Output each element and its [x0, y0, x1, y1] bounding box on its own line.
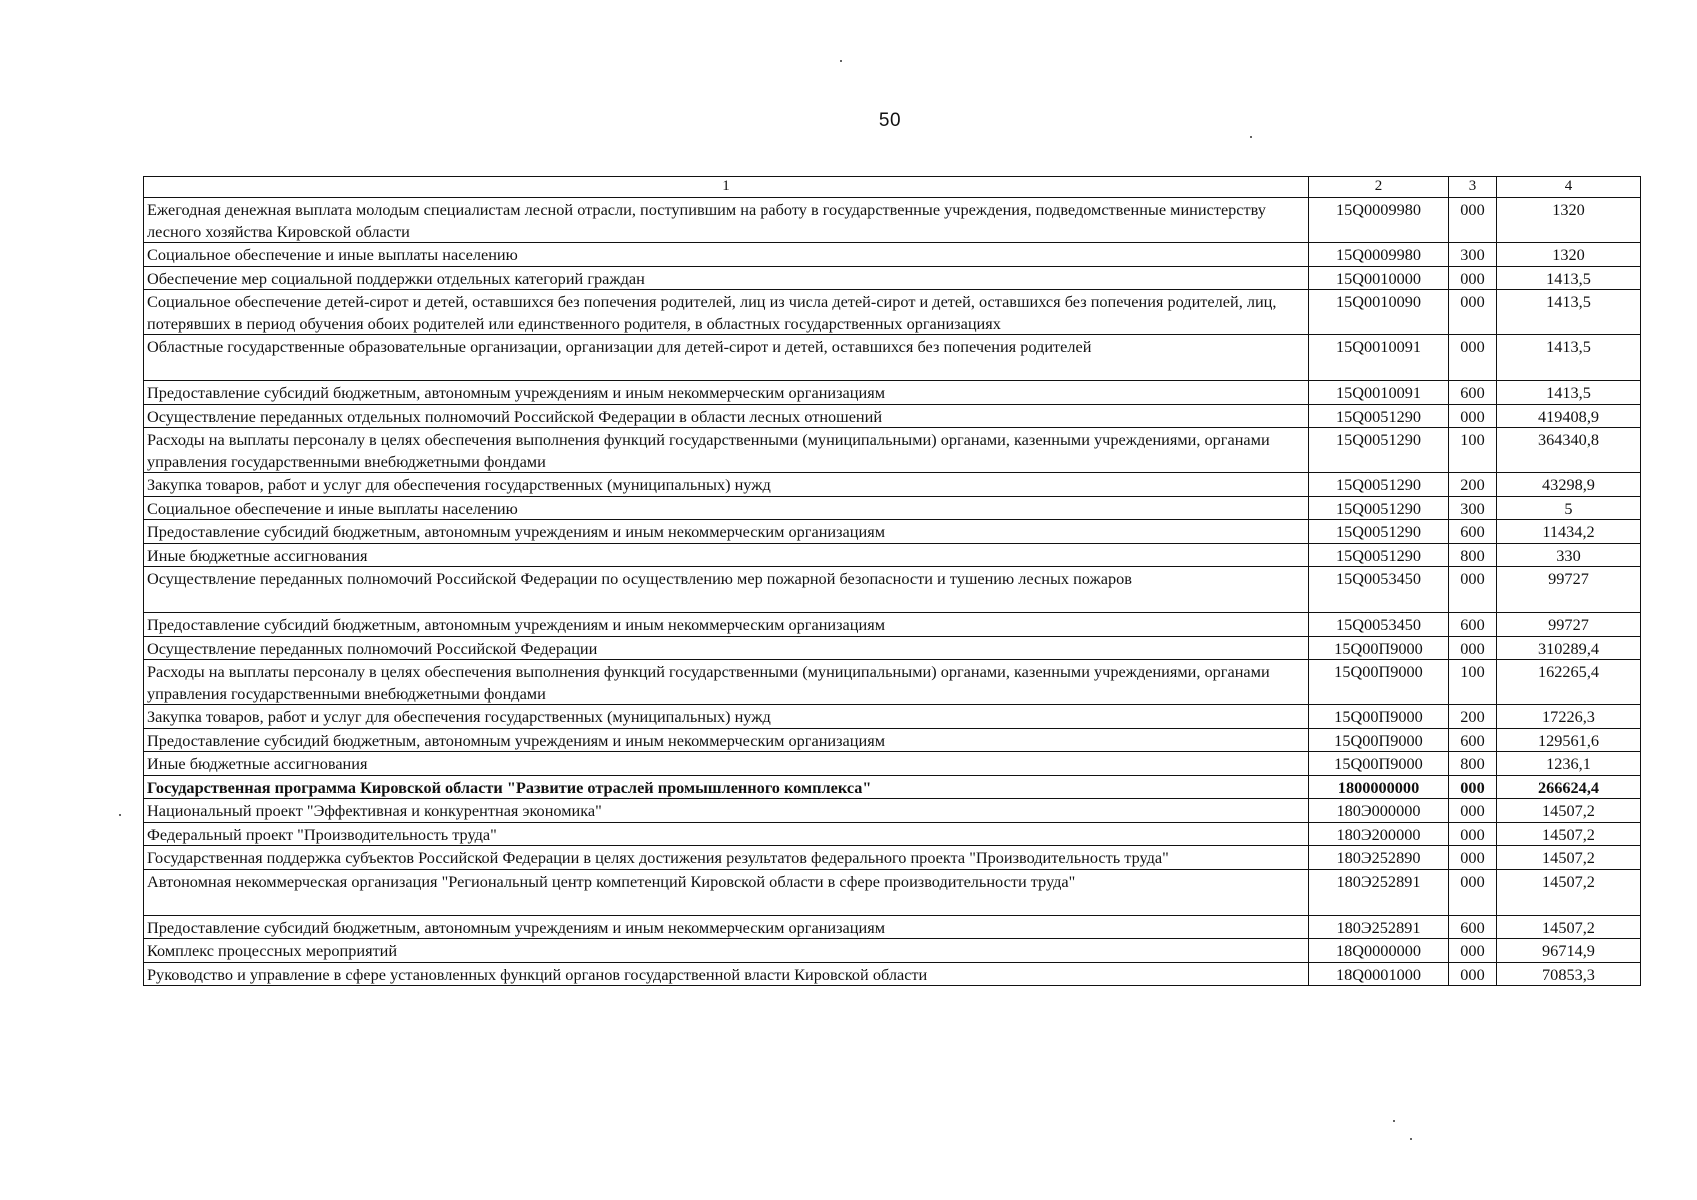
expense-type-cell: 000 [1449, 266, 1497, 290]
table-row [144, 473, 1641, 497]
item-name-cell: Национальный проект "Эффективная и конкурентная экономика" [144, 799, 1309, 823]
table-row [144, 335, 1641, 381]
item-name-cell: Автономная некоммерческая организация "Региональный центр компетенций Кировской области в сфере производительности труда" [144, 869, 1309, 915]
amount-cell: 419408,9 [1497, 404, 1641, 428]
table-row [144, 290, 1641, 335]
target-code-cell: 18Q0001000 [1309, 962, 1449, 986]
expense-type-cell: 600 [1449, 915, 1497, 939]
amount-cell: 14507,2 [1497, 846, 1641, 870]
target-code-cell: 15Q0010091 [1309, 381, 1449, 405]
expense-type-cell: 300 [1449, 496, 1497, 520]
item-name-cell: Расходы на выплаты персоналу в целях обеспечения выполнения функций государственными (муниципальными) органами, казенными учреждениями, органами управления государственными внебюджетными фондами [144, 660, 1309, 705]
expense-type-cell: 600 [1449, 381, 1497, 405]
target-code-cell: 15Q0010091 [1309, 335, 1449, 381]
scan-speck [1393, 1120, 1395, 1122]
expense-type-cell: 000 [1449, 799, 1497, 823]
target-code-cell: 15Q0009980 [1309, 198, 1449, 243]
item-name-cell: Социальное обеспечение и иные выплаты населению [144, 243, 1309, 267]
target-code-cell: 15Q00П9000 [1309, 660, 1449, 705]
table-row [144, 962, 1641, 986]
target-code-cell: 15Q00П9000 [1309, 752, 1449, 776]
table-row [144, 915, 1641, 939]
table-row [144, 404, 1641, 428]
amount-cell: 1413,5 [1497, 290, 1641, 335]
column-number-1: 1 [144, 177, 1309, 198]
budget-table-body [144, 177, 1641, 986]
amount-cell: 5 [1497, 496, 1641, 520]
expense-type-cell: 000 [1449, 198, 1497, 243]
target-code-cell: 15Q0010090 [1309, 290, 1449, 335]
expense-type-cell: 600 [1449, 613, 1497, 637]
amount-cell: 1320 [1497, 243, 1641, 267]
item-name-cell: Областные государственные образовательные организации, организации для детей-сирот и детей, оставшихся без попечения родителей [144, 335, 1309, 381]
column-number-3: 3 [1449, 177, 1497, 198]
item-name-cell: Осуществление переданных отдельных полномочий Российской Федерации в области лесных отношений [144, 404, 1309, 428]
item-name-cell: Предоставление субсидий бюджетным, автономным учреждениям и иным некоммерческим организациям [144, 728, 1309, 752]
target-code-cell: 180Э000000 [1309, 799, 1449, 823]
budget-table [143, 176, 1641, 986]
table-row [144, 266, 1641, 290]
amount-cell: 99727 [1497, 567, 1641, 613]
expense-type-cell: 000 [1449, 822, 1497, 846]
expense-type-cell: 800 [1449, 543, 1497, 567]
page-number: 50 [878, 110, 902, 131]
expense-type-cell: 600 [1449, 520, 1497, 544]
target-code-cell: 15Q0051290 [1309, 543, 1449, 567]
item-name-cell: Комплекс процессных мероприятий [144, 939, 1309, 963]
amount-cell: 43298,9 [1497, 473, 1641, 497]
expense-type-cell: 000 [1449, 869, 1497, 915]
table-row [144, 243, 1641, 267]
amount-cell: 364340,8 [1497, 428, 1641, 473]
table-row [144, 660, 1641, 705]
target-code-cell: 18Q0000000 [1309, 939, 1449, 963]
target-code-cell: 15Q0010000 [1309, 266, 1449, 290]
expense-type-cell: 000 [1449, 775, 1497, 799]
expense-type-cell: 600 [1449, 728, 1497, 752]
amount-cell: 14507,2 [1497, 822, 1641, 846]
amount-cell: 129561,6 [1497, 728, 1641, 752]
amount-cell: 1236,1 [1497, 752, 1641, 776]
table-row [144, 520, 1641, 544]
table-row [144, 543, 1641, 567]
item-name-cell: Предоставление субсидий бюджетным, автономным учреждениям и иным некоммерческим организациям [144, 915, 1309, 939]
scan-speck [1250, 136, 1252, 138]
amount-cell: 14507,2 [1497, 799, 1641, 823]
column-number-4: 4 [1497, 177, 1641, 198]
amount-cell: 266624,4 [1497, 775, 1641, 799]
table-row [144, 613, 1641, 637]
item-name-cell: Осуществление переданных полномочий Российской Федерации по осуществлению мер пожарной безопасности и тушению лесных пожаров [144, 567, 1309, 613]
item-name-cell: Государственная поддержка субъектов Российской Федерации в целях достижения результатов федерального проекта "Производительность труда" [144, 846, 1309, 870]
expense-type-cell: 000 [1449, 290, 1497, 335]
table-row [144, 752, 1641, 776]
target-code-cell: 15Q0051290 [1309, 428, 1449, 473]
table-row [144, 496, 1641, 520]
amount-cell: 1413,5 [1497, 381, 1641, 405]
amount-cell: 14507,2 [1497, 915, 1641, 939]
table-row [144, 381, 1641, 405]
table-row [144, 822, 1641, 846]
table-row [144, 939, 1641, 963]
target-code-cell: 180Э252891 [1309, 869, 1449, 915]
column-number-2: 2 [1309, 177, 1449, 198]
expense-type-cell: 800 [1449, 752, 1497, 776]
item-name-cell: Федеральный проект "Производительность труда" [144, 822, 1309, 846]
amount-cell: 1320 [1497, 198, 1641, 243]
target-code-cell: 15Q0053450 [1309, 613, 1449, 637]
table-row [144, 705, 1641, 729]
item-name-cell: Осуществление переданных полномочий Российской Федерации [144, 636, 1309, 660]
item-name-cell: Социальное обеспечение и иные выплаты населению [144, 496, 1309, 520]
table-row [144, 775, 1641, 799]
target-code-cell: 15Q0051290 [1309, 473, 1449, 497]
expense-type-cell: 000 [1449, 567, 1497, 613]
item-name-cell: Иные бюджетные ассигнования [144, 752, 1309, 776]
target-code-cell: 15Q0009980 [1309, 243, 1449, 267]
target-code-cell: 15Q00П9000 [1309, 728, 1449, 752]
expense-type-cell: 000 [1449, 939, 1497, 963]
item-name-cell: Социальное обеспечение детей-сирот и детей, оставшихся без попечения родителей, лиц из числа детей-сирот и детей, оставшихся без попечения родителей, лиц, потерявших в период обучения обоих родителей или единственного родителя, в областных государственных организациях [144, 290, 1309, 335]
target-code-cell: 15Q0051290 [1309, 520, 1449, 544]
amount-cell: 17226,3 [1497, 705, 1641, 729]
target-code-cell: 180Э200000 [1309, 822, 1449, 846]
amount-cell: 99727 [1497, 613, 1641, 637]
target-code-cell: 1800000000 [1309, 775, 1449, 799]
expense-type-cell: 000 [1449, 335, 1497, 381]
table-row [144, 728, 1641, 752]
item-name-cell: Ежегодная денежная выплата молодым специалистам лесной отрасли, поступившим на работу в государственные учреждения, подведомственные министерству лесного хозяйства Кировской области [144, 198, 1309, 243]
item-name-cell: Расходы на выплаты персоналу в целях обеспечения выполнения функций государственными (муниципальными) органами, казенными учреждениями, органами управления государственными внебюджетными фондами [144, 428, 1309, 473]
target-code-cell: 15Q00П9000 [1309, 636, 1449, 660]
item-name-cell: Иные бюджетные ассигнования [144, 543, 1309, 567]
table-row [144, 799, 1641, 823]
item-name-cell: Закупка товаров, работ и услуг для обеспечения государственных (муниципальных) нужд [144, 705, 1309, 729]
target-code-cell: 15Q0051290 [1309, 496, 1449, 520]
expense-type-cell: 100 [1449, 428, 1497, 473]
table-row [144, 428, 1641, 473]
target-code-cell: 15Q00П9000 [1309, 705, 1449, 729]
amount-cell: 96714,9 [1497, 939, 1641, 963]
table-row [144, 869, 1641, 915]
expense-type-cell: 000 [1449, 636, 1497, 660]
item-name-cell: Обеспечение мер социальной поддержки отдельных категорий граждан [144, 266, 1309, 290]
expense-type-cell: 100 [1449, 660, 1497, 705]
amount-cell: 162265,4 [1497, 660, 1641, 705]
target-code-cell: 15Q0051290 [1309, 404, 1449, 428]
item-name-cell: Государственная программа Кировской области "Развитие отраслей промышленного комплекса" [144, 775, 1309, 799]
amount-cell: 14507,2 [1497, 869, 1641, 915]
item-name-cell: Предоставление субсидий бюджетным, автономным учреждениям и иным некоммерческим организациям [144, 613, 1309, 637]
target-code-cell: 180Э252890 [1309, 846, 1449, 870]
item-name-cell: Предоставление субсидий бюджетным, автономным учреждениям и иным некоммерческим организациям [144, 520, 1309, 544]
item-name-cell: Закупка товаров, работ и услуг для обеспечения государственных (муниципальных) нужд [144, 473, 1309, 497]
item-name-cell: Руководство и управление в сфере установленных функций органов государственной власти Кировской области [144, 962, 1309, 986]
expense-type-cell: 300 [1449, 243, 1497, 267]
table-row [144, 198, 1641, 243]
expense-type-cell: 200 [1449, 705, 1497, 729]
table-row [144, 636, 1641, 660]
target-code-cell: 15Q0053450 [1309, 567, 1449, 613]
item-name-cell: Предоставление субсидий бюджетным, автономным учреждениям и иным некоммерческим организациям [144, 381, 1309, 405]
table-row [144, 846, 1641, 870]
amount-cell: 1413,5 [1497, 335, 1641, 381]
amount-cell: 1413,5 [1497, 266, 1641, 290]
expense-type-cell: 200 [1449, 473, 1497, 497]
scan-speck [119, 814, 121, 816]
column-number-row [144, 177, 1641, 198]
amount-cell: 310289,4 [1497, 636, 1641, 660]
amount-cell: 330 [1497, 543, 1641, 567]
amount-cell: 70853,3 [1497, 962, 1641, 986]
expense-type-cell: 000 [1449, 846, 1497, 870]
expense-type-cell: 000 [1449, 404, 1497, 428]
table-row [144, 567, 1641, 613]
expense-type-cell: 000 [1449, 962, 1497, 986]
scan-speck [1410, 1138, 1412, 1140]
amount-cell: 11434,2 [1497, 520, 1641, 544]
target-code-cell: 180Э252891 [1309, 915, 1449, 939]
scan-speck [840, 60, 842, 62]
